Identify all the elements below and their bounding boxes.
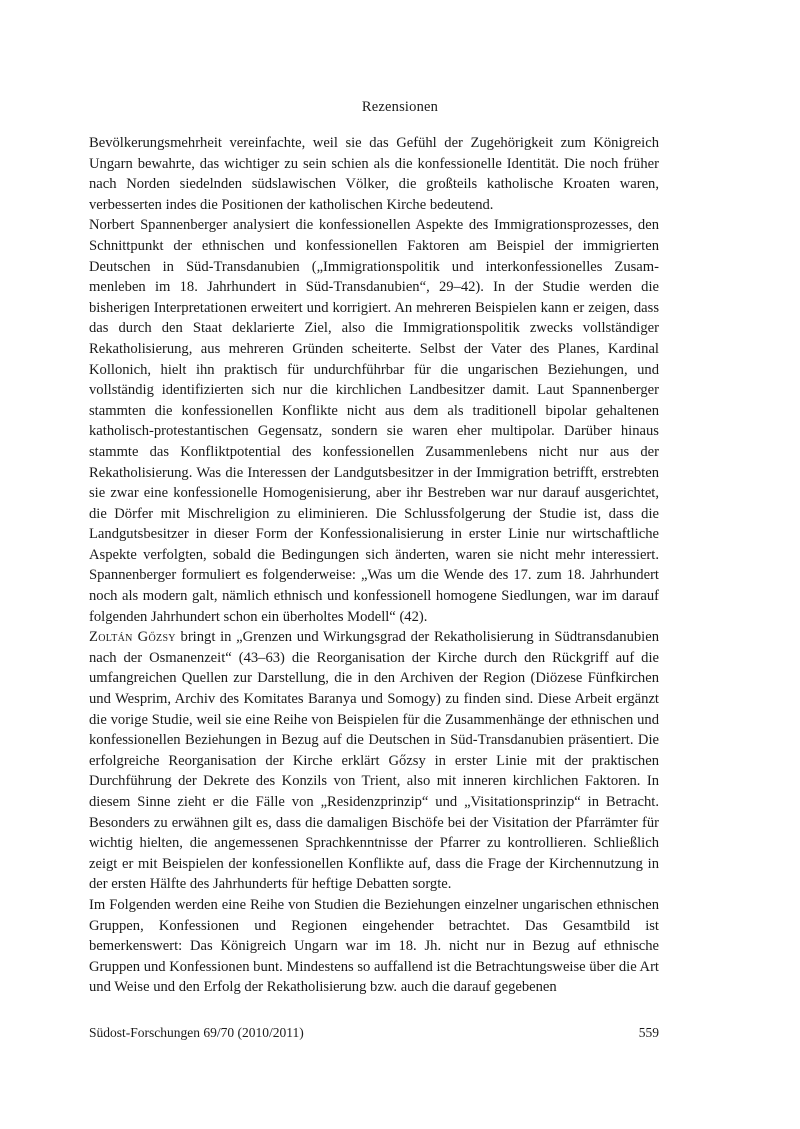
paragraph-4: Im Folgenden werden eine Reihe von Studien die Beziehungen einzelner ungarischen ethnischen Gruppen, Konfessionen und Regionen eingehender betrachtet. Das Gesamtbild ist bemerkenswert: Das Königreich Ungarn war im 18. Jh. nicht nur in Bezug auf ethnische Gruppen und Konfessionen bunt. Mindestens so auffallend ist die Betrachtungsweise über die Art und Weise und den Erfolg der Rekatholisierung bzw. auch die darauf gegebenen [89,896,659,996]
page-number: 559 [638,1025,659,1040]
body-text [89,133,659,998]
paragraph-2: Norbert Spannenberger analysiert die konfessionellen Aspekte des Immigrationsprozesses, den Schnittpunkt der ethnischen und konfessionellen Faktoren am Beispiel der immigrierten Deutschen in Süd-Transdanubien („Immigrationspolitik und interkonfessionelles Zusammenleben im 18. Jahrhundert in Süd-Transdanubien“, 29–42). In der Studie werden die bisherigen Interpretationen erweitert und korrigiert. An mehreren Beispielen kann er zeigen, dass das durch den Staat deklarierte Ziel, also die Immigrationspolitik zwecks vollständiger Rekatholisierung, aus mehreren Gründen scheiterte. Selbst der Vater des Planes, Kardinal Kollonich, hielt ihn praktisch für undurchführbar für die ungarischen Beziehungen, und vollständig identifizierten sich nur die kirchlichen Landbesitzer damit. Laut Spannenberger stammten die konfessionellen Konflikte nicht aus dem als traditionell bipolar gehaltenen katholisch-protestantischen Gegensatz, sondern sie waren eher multipolar. Darüber hinaus stammte das Konfliktpotential des konfessionellen Zusammenlebens nicht nur aus der Rekatholisierung. Was die Interessen der Landgutsbesitzer in der Immigration betrifft, erstrebten sie zwar eine konfessionelle Homogenisierung, aber ihr Bestreben war nur darauf ausgerichtet, die Dörfer mit Mischreligion zu eliminieren. Die Schlussfolgerung der Studie ist, dass die Landgutsbesitzer in dieser Form der Konfessionalisierung in erster Linie nur wirtschaftliche Aspekte verfolgten, sobald die Bedingungen sich änderten, waren sie nicht mehr interessiert. Spannenberger formuliert es folgenderweise: „Was um die Wende des 17. zum 18. Jahrhundert noch als modern galt, nämlich ethnisch und konfessionell homogene Siedlungen, war im darauf folgenden Jahrhundert schon ein überholtes Modell“ (42). [89,217,659,625]
journal-citation: Südost-Forschungen 69/70 (2010/2011) [89,1025,304,1040]
running-head: Rezensionen [361,99,439,115]
author-name: Zoltán Gőzsy [89,629,176,646]
paragraph-3-text: bringt in „Grenzen und Wirkungsgrad der Rekatholisierung in Südtransdanubien nach der Osmanenzeit“ (43–63) die Reorganisation der Kirche durch den Rückgriff auf die umfangreichen Quellen zur Darstellung, die in den Archiven der Region (Diözese Fünfkirchen und Wesprim, Archiv des Komitates Baranya und Somogy) zu finden sind. Diese Arbeit ergänzt die vorige Studie, weil sie eine Reihe von Beispielen für die Zusammenhänge der ethnischen und konfessionellen Beziehungen in Bezug auf die Deutschen in Süd-Transdanubien präsentiert. Die erfolgreiche Reorganisation der Kirche erklärt Gőzsy in erster Linie mit der praktischen Durchführung der Dekrete des Konzils von Trient, also mit inneren kirchlichen Faktoren. In diesem Sinne zieht er die Fälle von „Residenzprinzip“ und „Visitationsprinzip“ in Betracht. Besonders zu erwähnen gilt es, dass die damaligen Bischöfe bei der Visitation der Pfarrämter für wichtig hielten, die angemessenen Sprachkenntnisse der Pfarrer zu kontrollieren. Schließlich zeigt er mit Beispielen der konfessionellen Konflikte auf, dass die Frage der Kirchennutzung in der ersten Hälfte des Jahrhunderts für heftige Debatten sorgte. [89,629,659,893]
paragraph-3 [89,627,659,895]
paragraph-1: Bevölkerungsmehrheit vereinfachte, weil sie das Gefühl der Zugehörigkeit zum Königreich Ungarn bewahrte, das wichtiger zu sein schien als die konfessionelle Identität. Die noch früher nach Norden siedelnden südslawischen Völker, die großteils katholische Kroaten waren, verbesserten indes die Positionen der katholischen Kirche bedeutend. [89,135,659,213]
